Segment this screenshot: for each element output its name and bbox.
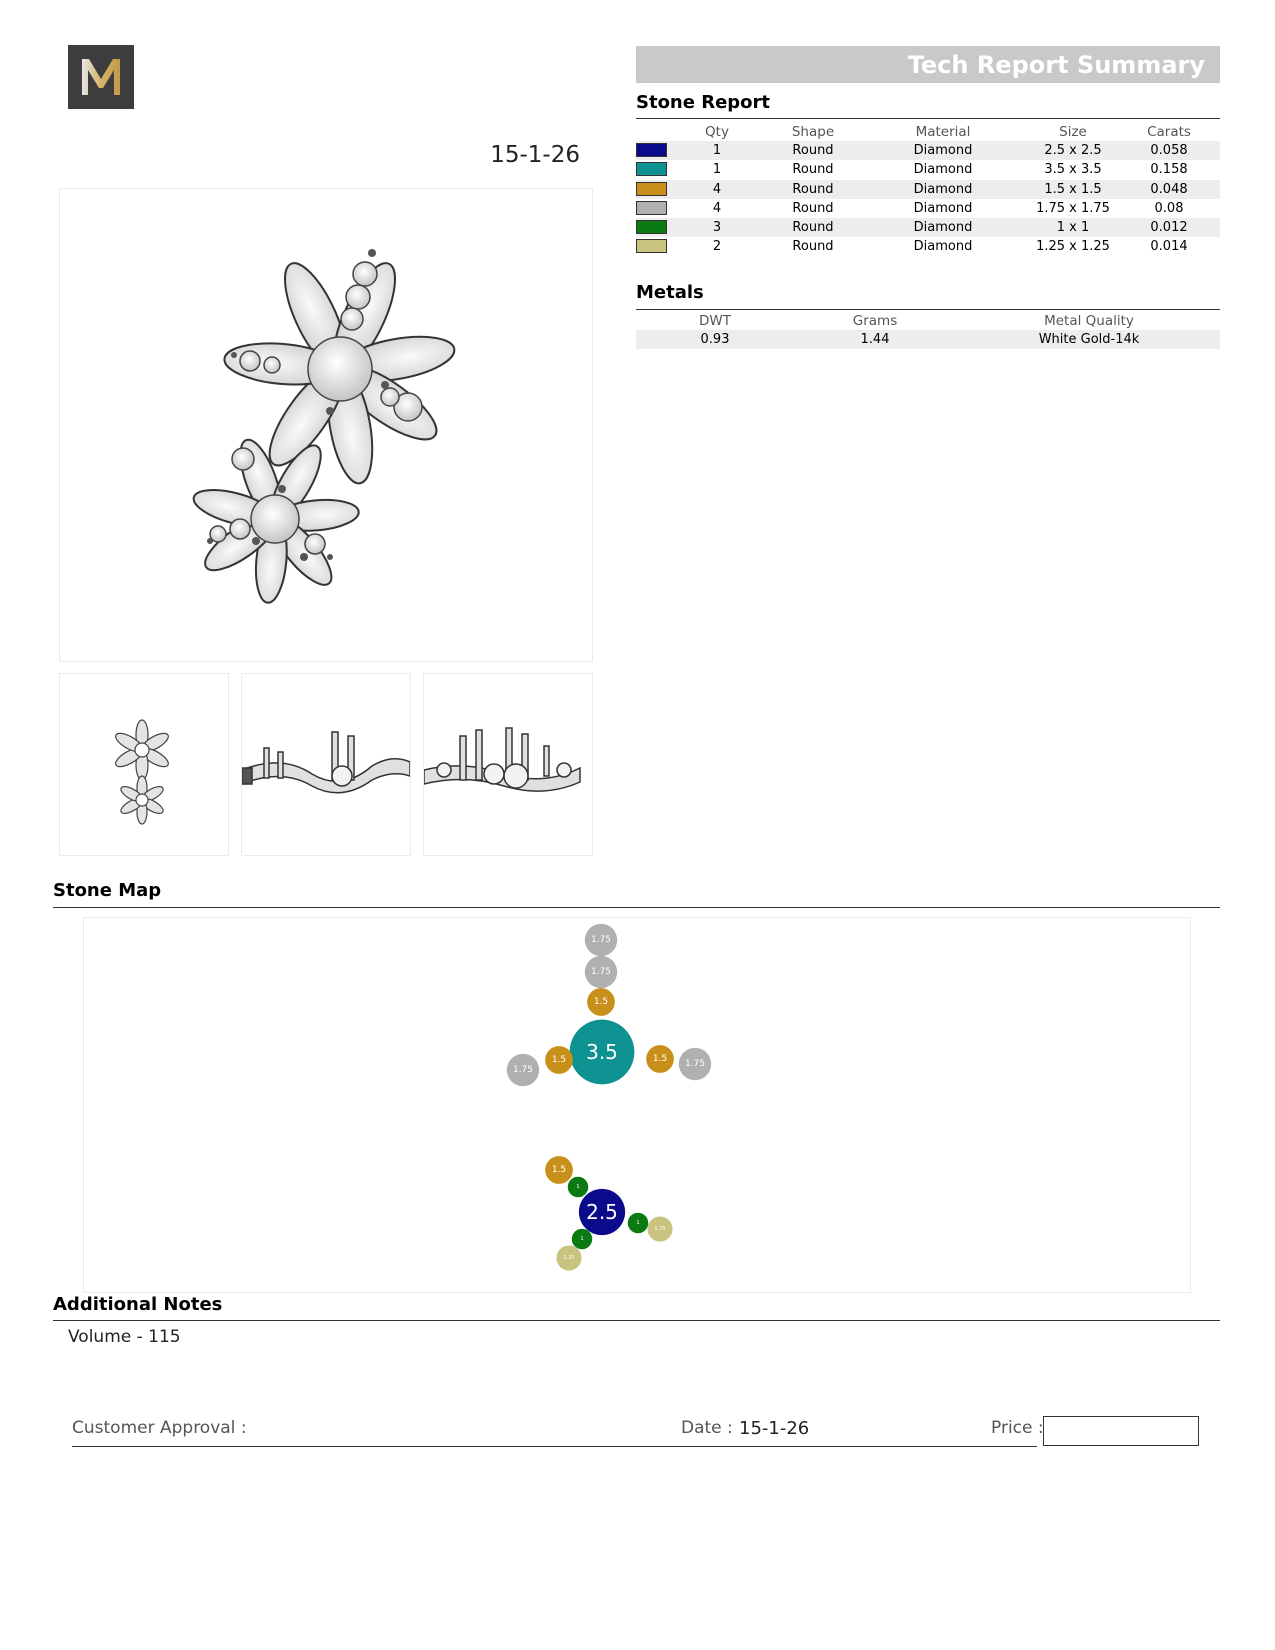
stone-map-label: 1.75 xyxy=(684,1059,706,1069)
approval-date-value: 15-1-26 xyxy=(739,1418,810,1439)
col-shape: Shape xyxy=(791,124,835,140)
col-dwt: DWT xyxy=(699,313,731,329)
stone-qty: 1 xyxy=(712,162,722,178)
stone-material: Diamond xyxy=(913,219,973,235)
metals-title: Metals xyxy=(636,282,704,303)
stone-map-title: Stone Map xyxy=(53,880,162,901)
metal-quality: White Gold-14k xyxy=(1038,332,1140,348)
stone-size: 1.5 x 1.5 xyxy=(1044,181,1102,197)
price-label: Price : xyxy=(991,1418,1044,1438)
stone-map xyxy=(83,917,1191,1293)
col-qty: Qty xyxy=(705,124,729,140)
stone-shape: Round xyxy=(792,162,834,178)
stone-material: Diamond xyxy=(913,143,973,159)
col-size: Size xyxy=(1059,124,1087,140)
stone-qty: 4 xyxy=(712,200,722,216)
company-logo xyxy=(68,45,134,109)
stone-size: 1.75 x 1.75 xyxy=(1036,200,1110,216)
table-row xyxy=(636,160,1220,179)
metal-grams: 1.44 xyxy=(860,332,890,348)
table-row xyxy=(636,180,1220,199)
report-title: Tech Report Summary xyxy=(907,51,1205,79)
notes-divider xyxy=(53,1320,1220,1321)
stone-color-swatch xyxy=(636,143,667,157)
col-metal-quality: Metal Quality xyxy=(1044,313,1134,329)
additional-notes-title: Additional Notes xyxy=(53,1294,223,1315)
top-view-thumbnail xyxy=(59,673,229,856)
stone-map-label: 1.75 xyxy=(512,1065,534,1075)
approval-signature-line[interactable] xyxy=(72,1446,1037,1447)
metals-table-header xyxy=(636,311,1220,330)
stone-report-divider xyxy=(636,118,1220,119)
stone-size: 1.25 x 1.25 xyxy=(1036,239,1110,255)
stone-map-label: 1.75 xyxy=(590,935,612,945)
stone-shape: Round xyxy=(792,200,834,216)
price-field[interactable] xyxy=(1043,1416,1199,1446)
stone-shape: Round xyxy=(792,219,834,235)
stone-material: Diamond xyxy=(913,181,973,197)
stone-map-divider xyxy=(53,907,1220,908)
stone-color-swatch xyxy=(636,182,667,196)
table-row xyxy=(636,237,1220,256)
col-grams: Grams xyxy=(852,313,898,329)
stone-qty: 3 xyxy=(712,219,722,235)
stone-report-title: Stone Report xyxy=(636,92,771,113)
stone-report-table xyxy=(636,122,1220,256)
stone-map-label: 1.5 xyxy=(652,1054,668,1064)
stone-qty: 1 xyxy=(712,143,722,159)
stone-carats: 0.048 xyxy=(1150,181,1188,197)
side-view-thumbnail xyxy=(241,673,411,856)
stone-map-label: 3.5 xyxy=(586,1040,618,1064)
stone-qty: 2 xyxy=(712,239,722,255)
stone-qty: 4 xyxy=(712,181,722,197)
customer-approval-label: Customer Approval : xyxy=(72,1418,247,1438)
stone-color-swatch xyxy=(636,162,667,176)
notes-text: Volume - 115 xyxy=(68,1327,181,1347)
stone-map-label: 1.5 xyxy=(551,1165,567,1175)
stone-carats: 0.058 xyxy=(1150,143,1188,159)
stone-color-swatch xyxy=(636,220,667,234)
report-header-bar xyxy=(636,46,1220,83)
stone-carats: 0.158 xyxy=(1150,162,1188,178)
stone-map-label: 1 xyxy=(580,1236,584,1242)
stone-material: Diamond xyxy=(913,200,973,216)
stone-map-label: 1.25 xyxy=(563,1255,575,1261)
stone-size: 3.5 x 3.5 xyxy=(1044,162,1102,178)
stone-map-canvas xyxy=(84,918,1190,1292)
stone-map-label: 1.25 xyxy=(654,1226,666,1232)
stone-carats: 0.012 xyxy=(1150,219,1188,235)
stone-size: 2.5 x 2.5 xyxy=(1044,143,1102,159)
stone-shape: Round xyxy=(792,143,834,159)
metals-table xyxy=(636,311,1220,349)
stone-map-label: 1 xyxy=(576,1184,580,1190)
header-date: 15-1-26 xyxy=(490,142,580,168)
stone-shape: Round xyxy=(792,239,834,255)
stone-map-label: 1.5 xyxy=(593,997,609,1007)
front-view-thumbnail xyxy=(423,673,593,856)
main-render-image xyxy=(59,188,593,662)
stone-carats: 0.014 xyxy=(1150,239,1188,255)
col-carats: Carats xyxy=(1147,124,1191,140)
stone-color-swatch xyxy=(636,239,667,253)
table-row xyxy=(636,199,1220,218)
stone-size: 1 x 1 xyxy=(1056,219,1090,235)
stone-shape: Round xyxy=(792,181,834,197)
stone-material: Diamond xyxy=(913,162,973,178)
table-row xyxy=(636,218,1220,237)
metals-divider xyxy=(636,309,1220,310)
approval-date-label: Date : xyxy=(681,1418,733,1438)
table-row xyxy=(636,141,1220,160)
stone-material: Diamond xyxy=(913,239,973,255)
table-row xyxy=(636,330,1220,349)
stone-carats: 0.08 xyxy=(1154,200,1184,216)
stone-map-label: 1.5 xyxy=(551,1055,567,1065)
col-material: Material xyxy=(915,124,971,140)
metal-dwt: 0.93 xyxy=(700,332,730,348)
stone-map-label: 1 xyxy=(636,1220,640,1226)
stone-color-swatch xyxy=(636,201,667,215)
stone-map-label: 2.5 xyxy=(586,1200,618,1224)
stone-map-label: 1.75 xyxy=(590,967,612,977)
stone-table-header xyxy=(636,122,1220,141)
